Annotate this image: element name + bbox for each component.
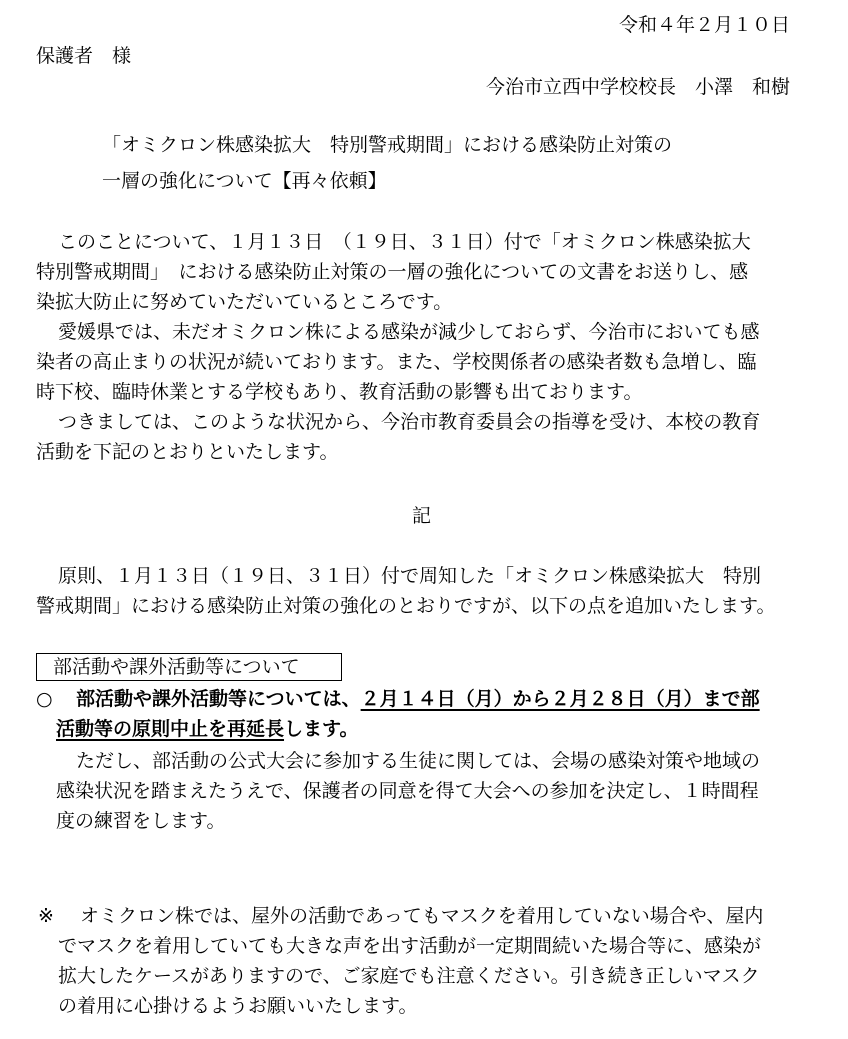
detail-line-2: 感染状況を踏まえたうえで、保護者の同意を得て大会への参加を決定し、１時間程 xyxy=(56,780,759,802)
body-para3-line-1: つきましては、このような状況から、今治市教育委員会の指導を受け、本校の教育 xyxy=(58,411,761,433)
record-label: 記 xyxy=(412,505,432,527)
sender: 今治市立西中学校校長 小澤 和樹 xyxy=(485,76,790,98)
body-para1-line-2: 特別警戒期間」 における感染防止対策の一層の強化についての文書をお送りし、感 xyxy=(36,261,749,283)
note-line-4: の着用に心掛けるようお願いいたします。 xyxy=(58,995,418,1017)
bullet-item-line-1 xyxy=(76,690,760,709)
bullet-item-line-2 xyxy=(56,720,359,739)
bullet-item-prefix: 部活動や課外活動等については、 xyxy=(76,688,361,710)
document-title-line-1: 「オミクロン株感染拡大 特別警戒期間」における感染防止対策の xyxy=(102,134,673,156)
body-para3-line-2: 活動を下記のとおりといたします。 xyxy=(36,441,339,463)
body-para2-line-3: 時下校、臨時休業とする学校もあり、教育活動の影響も出ております。 xyxy=(36,381,643,403)
note-line-1: オミクロン株では、屋外の活動であってもマスクを着用していない場合や、屋内 xyxy=(80,905,764,927)
note-mark: ※ xyxy=(38,905,54,927)
bullet-item-period: ２月１４日（月）から２月２８日（月）まで部 xyxy=(360,688,760,710)
document-title-line-2: 一層の強化について【再々依頼】 xyxy=(102,170,387,192)
record-para-line-2: 警戒期間」における感染防止対策の強化のとおりですが、以下の点を追加いたします。 xyxy=(36,595,776,617)
detail-line-1: ただし、部活動の公式大会に参加する生徒に関しては、会場の感染対策や地域の xyxy=(76,750,761,772)
record-para-line-1: 原則、１月１３日（１９日、３１日）付で周知した「オミクロン株感染拡大 特別 xyxy=(58,565,762,587)
section-heading: 部活動や課外活動等について xyxy=(53,656,300,678)
body-para1-line-1: このことについて、１月１３日 （１９日、３１日）付で「オミクロン株感染拡大 xyxy=(58,231,751,253)
body-para1-line-3: 染拡大防止に努めていただいているところです。 xyxy=(36,291,453,313)
detail-line-3: 度の練習をします。 xyxy=(56,810,226,832)
bullet-circle: ○ xyxy=(36,688,53,710)
section-heading-box xyxy=(36,653,342,681)
body-para2-line-2: 染者の高止まりの状況が続いております。また、学校関係者の感染者数も急増し、臨 xyxy=(36,351,757,373)
document-date: 令和４年２月１０日 xyxy=(618,14,790,36)
note-line-3: 拡大したケースがありますので、ご家庭でも注意ください。引き続き正しいマスク xyxy=(58,965,760,987)
recipient: 保護者 様 xyxy=(36,45,132,67)
body-para2-line-1: 愛媛県では、未だオミクロン株による感染が減少しておらず、今治市においても感 xyxy=(58,321,760,343)
bullet-item-suffix: します。 xyxy=(284,718,359,740)
bullet-item-decision: 活動等の原則中止を再延長 xyxy=(56,718,285,740)
note-line-2: でマスクを着用していても大きな声を出す活動が一定期間続いた場合等に、感染が xyxy=(58,935,762,957)
